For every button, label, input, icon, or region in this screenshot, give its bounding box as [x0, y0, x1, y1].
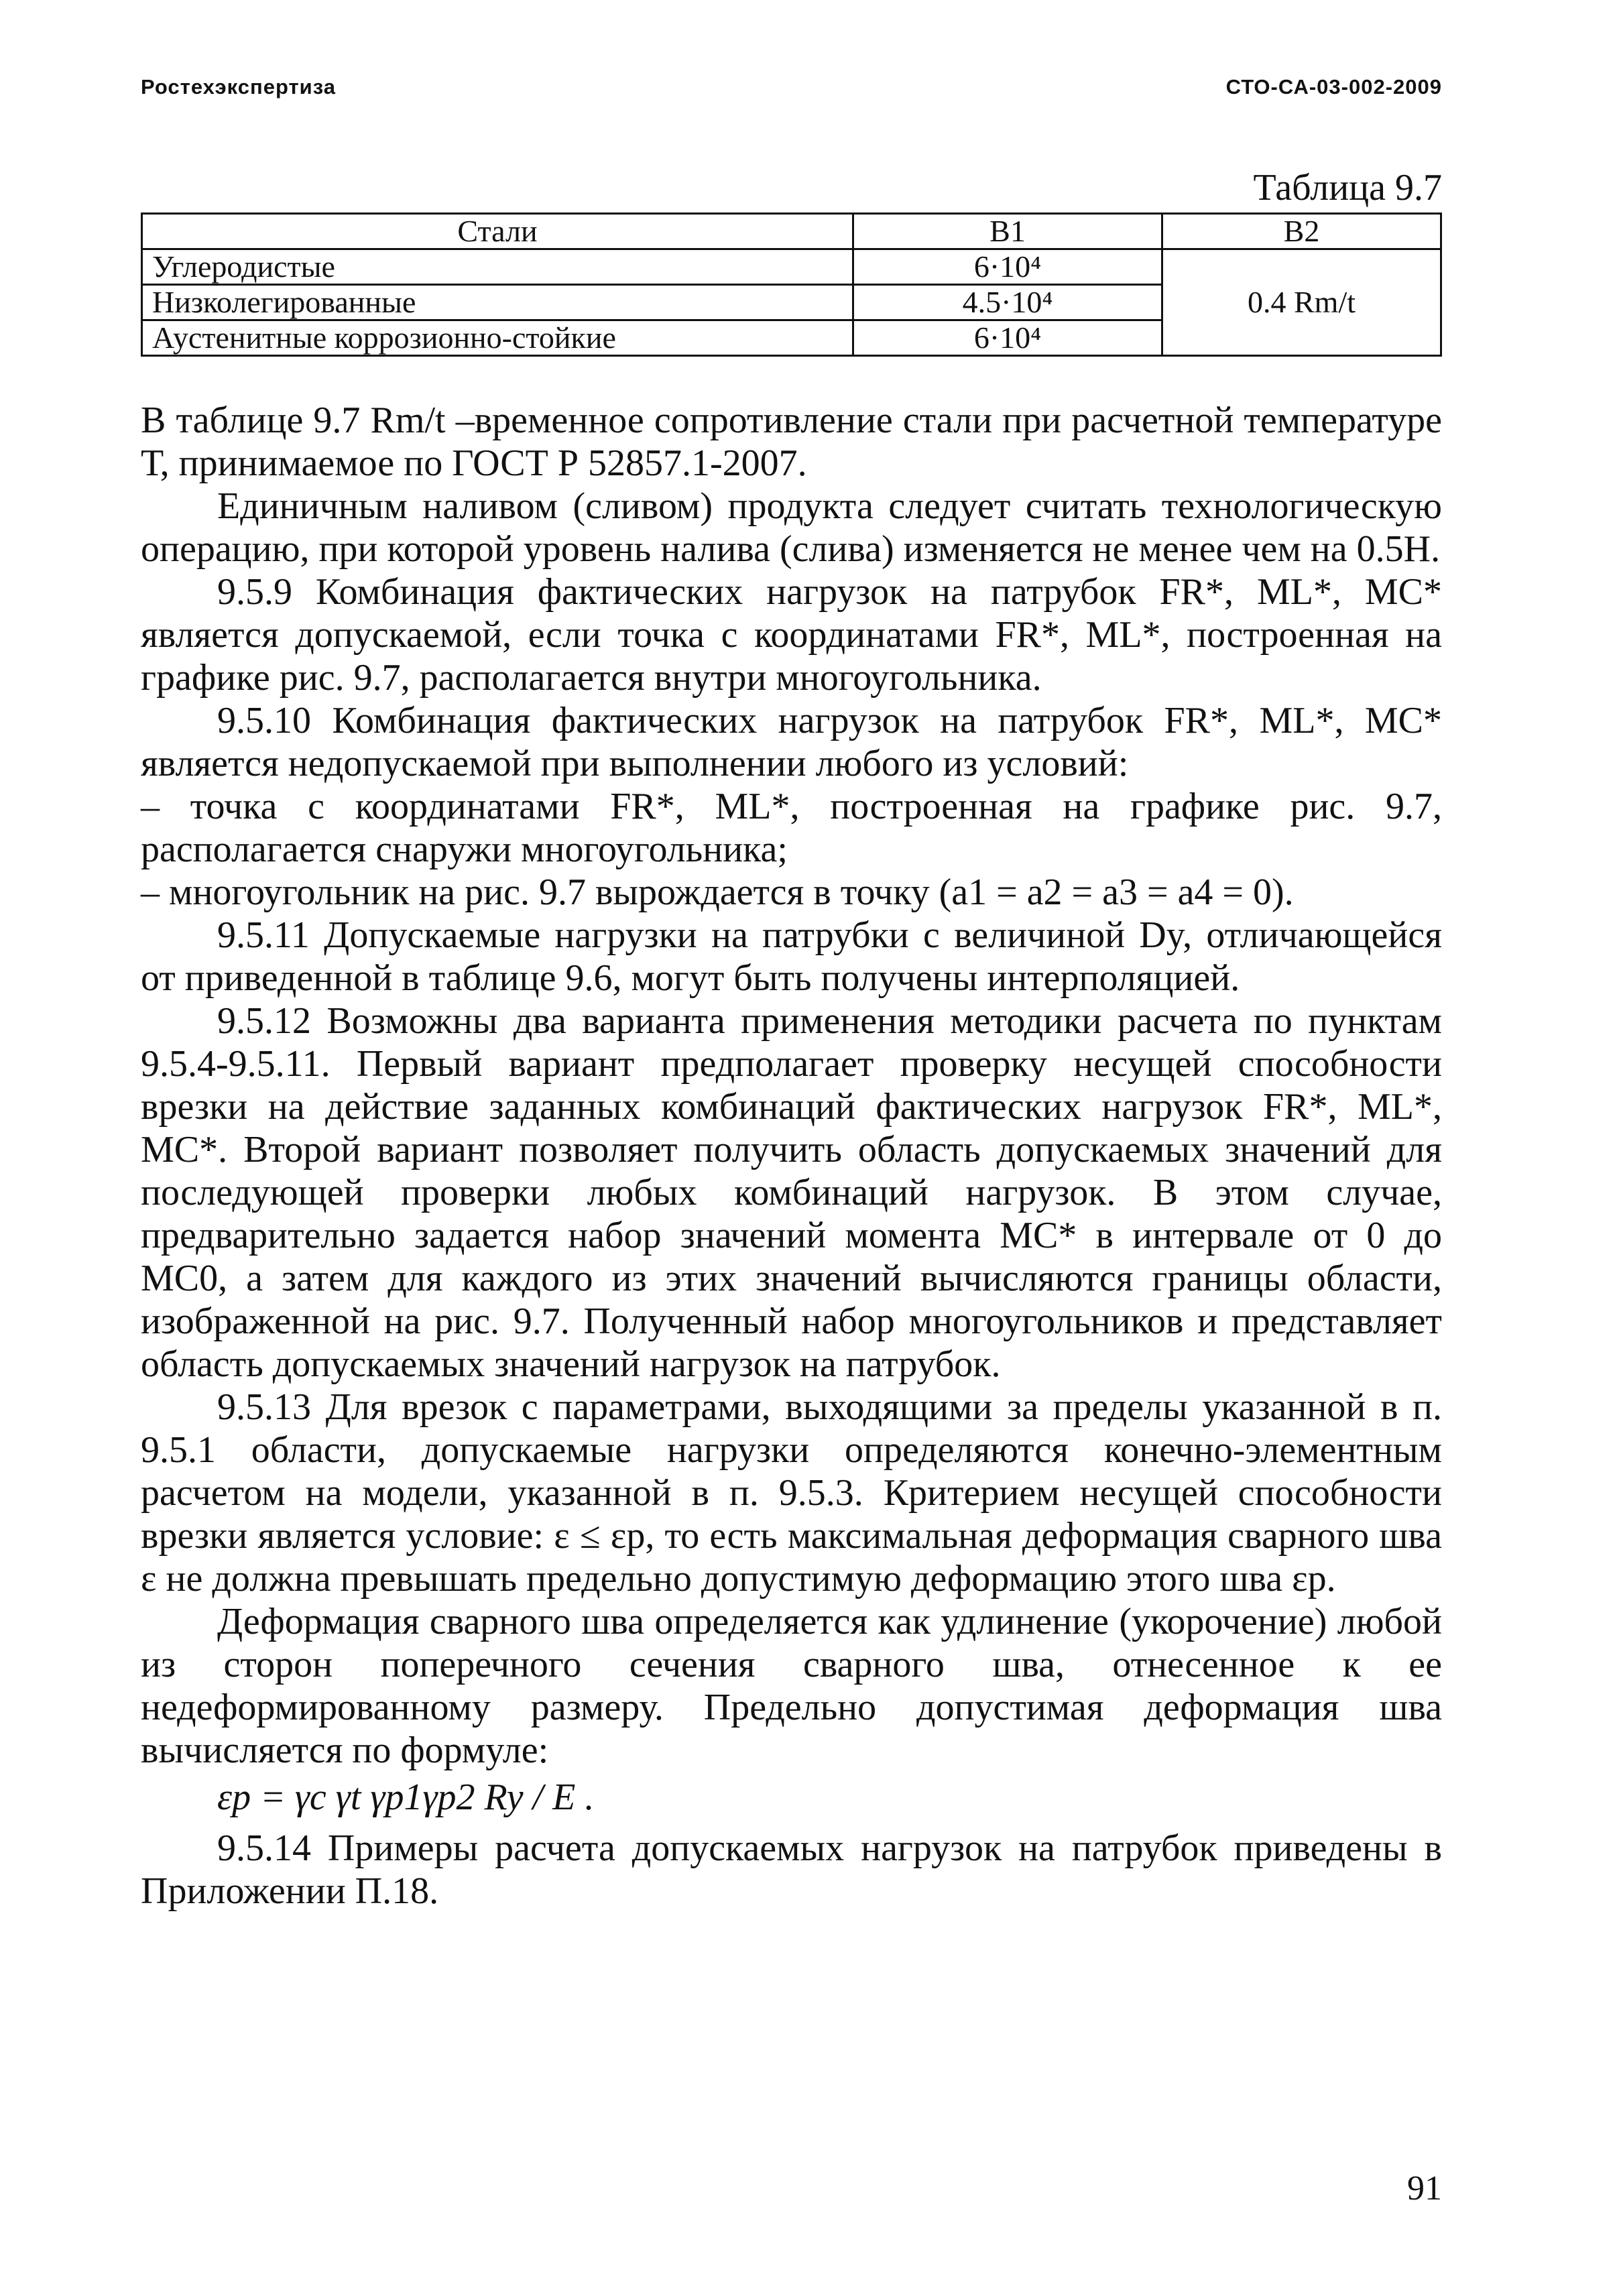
body-text [141, 399, 1442, 1913]
b1-value: 4.5·10⁴ [853, 285, 1162, 320]
list-item: – многоугольник на рис. 9.7 вырождается в точку (a1 = a2 = a3 = a4 = 0). [141, 871, 1294, 913]
b1-value: 6·10⁴ [853, 249, 1162, 285]
strain-formula: εp = γc γt γp1γp2 Ry / E . [217, 1776, 595, 1818]
clause-9-5-14: 9.5.14 Примеры расчета допускаемых нагрузок на патрубок приведены в Приложении П.18. [141, 1827, 1442, 1912]
clause-9-5-10: 9.5.10 Комбинация фактических нагрузок на патрубок FR*, ML*, MC* является недопускаемой при выполнении любого из условий: [141, 700, 1442, 784]
steel-name: Углеродистые [142, 249, 853, 285]
paragraph: Деформация сварного шва определяется как удлинение (укорочение) любой из сторон поперечного сечения сварного шва, отнесенное к ее недеформированному размеру. Предельно допустимая деформация шва вычисляется по формуле: [141, 1601, 1442, 1771]
page-number: 91 [1407, 2169, 1442, 2208]
steel-name: Низколегированные [142, 285, 853, 320]
clause-9-5-9: 9.5.9 Комбинация фактических нагрузок на патрубок FR*, ML*, MC* является допускаемой, если точка с координатами FR*, ML*, построенная на графике рис. 9.7, располагается внутри многоугольника. [141, 571, 1442, 699]
clause-9-5-13: 9.5.13 Для врезок с параметрами, выходящими за пределы указанной в п. 9.5.1 области, допускаемые нагрузки определяются конечно-элементным расчетом на модели, указанной в п. 9.5.3. Критерием несущей способности врезки является условие: ε ≤ εp, то есть максимальная деформация сварного шва ε не должна превышать предельно допустимую деформацию этого шва εp. [141, 1386, 1442, 1599]
header-document-code: СТО-СА-03-002-2009 [1225, 75, 1442, 99]
column-header-steels: Стали [142, 214, 853, 249]
column-header-b2: B2 [1162, 214, 1441, 249]
table-row [142, 249, 1441, 285]
column-header-b1: B1 [853, 214, 1162, 249]
clause-9-5-11: 9.5.11 Допускаемые нагрузки на патрубки с величиной Dy, отличающейся от приведенной в таблице 9.6, могут быть получены интерполяцией. [141, 914, 1442, 999]
b1-value: 6·10⁴ [853, 320, 1162, 356]
table-header-row [142, 214, 1441, 249]
header-organization: Ростехэкспертиза [141, 75, 336, 99]
paragraph: В таблице 9.7 Rm/t –временное сопротивление стали при расчетной температуре Т, принимаемое по ГОСТ Р 52857.1-2007. [141, 400, 1442, 484]
steel-name: Аустенитные коррозионно-стойкие [142, 320, 853, 356]
paragraph: Единичным наливом (сливом) продукта следует считать технологическую операцию, при которой уровень налива (слива) изменяется не менее чем на 0.5Н. [141, 485, 1442, 570]
b2-value: 0.4 Rm/t [1162, 249, 1441, 356]
table-caption: Таблица 9.7 [1253, 167, 1442, 208]
list-item: – точка с координатами FR*, ML*, построенная на графике рис. 9.7, располагается снаружи многоугольника; [141, 786, 1442, 870]
steel-coefficients-table [141, 213, 1442, 357]
clause-9-5-12: 9.5.12 Возможны два варианта применения методики расчета по пунктам 9.5.4-9.5.11. Первый вариант предполагает проверку несущей способности врезки на действие заданных комбинаций фактических нагрузок FR*, ML*, MC*. Второй вариант позволяет получить область допускаемых значений для последующей проверки любых комбинаций нагрузок. В этом случае, предварительно задается набор значений момента MC* в интервале от 0 до MC0, а затем для каждого из этих значений вычисляются границы области, изображенной на рис. 9.7. Полученный набор многоугольников и представляет область допускаемых значений нагрузок на патрубок. [141, 1000, 1442, 1385]
